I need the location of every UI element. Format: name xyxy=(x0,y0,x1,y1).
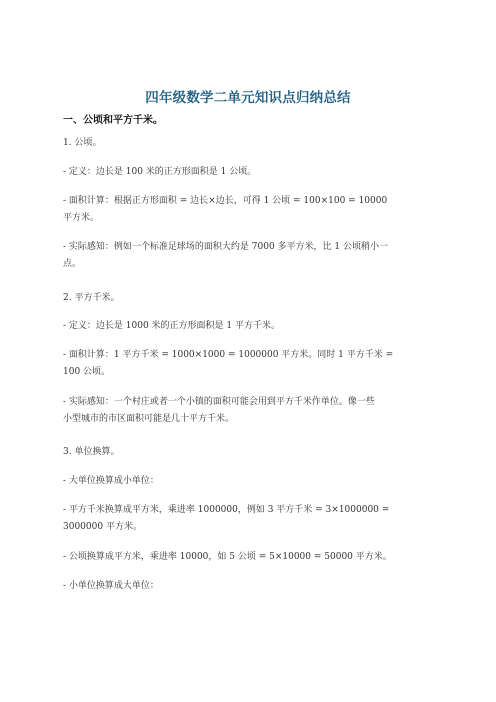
text-line: 小型城市的市区面积可能是几十平方千米。 xyxy=(63,414,235,424)
document-title: 四年级数学二单元知识点归纳总结 xyxy=(145,90,351,106)
text-line: - 实际感知：一个村庄或者一个小镇的面积可能会用到平方千米作单位。像一些 xyxy=(63,397,375,407)
text-line: - 大单位换算成小单位： xyxy=(63,476,159,486)
text-line: - 平方千米换算成平方米，乘进率 1000000，例如 3 平方千米 = 3×1000000 = xyxy=(63,505,390,515)
text-line: 100 公顷。 xyxy=(63,367,111,377)
section-heading: 一、公顷和平方千米。 xyxy=(63,115,163,126)
text-line: 3000000 平方米。 xyxy=(63,522,142,532)
subsection-heading-square-km: 2. 平方千米。 xyxy=(63,293,120,303)
text-line: - 面积计算：1 平方千米 = 1000×1000 = 1000000 平方米。同时 1 平方千米 = xyxy=(63,350,394,360)
text-line: - 定义：边长是 100 米的正方形面积是 1 公顷。 xyxy=(63,167,257,177)
text-line: - 实际感知：例如一个标准足球场的面积大约是 7000 多平方米，比 1 公顷稍小一 xyxy=(63,242,388,252)
text-line: - 面积计算：根据正方形面积 = 边长×边长，可得 1 公顷 = 100×100 = 10000 xyxy=(63,196,388,206)
text-line: 点。 xyxy=(63,259,82,269)
subsection-heading-unit-conversion: 3. 单位换算。 xyxy=(63,447,120,457)
text-line: - 小单位换算成大单位： xyxy=(63,581,159,591)
subsection-heading-hectare: 1. 公顷。 xyxy=(63,138,102,148)
text-line: - 公顷换算成平方米，乘进率 10000，如 5 公顷 = 5×10000 = 50000 平方米。 xyxy=(63,552,392,562)
text-line: 平方米。 xyxy=(63,213,100,223)
text-line: - 定义：边长是 1000 米的正方形面积是 1 平方千米。 xyxy=(63,321,280,331)
